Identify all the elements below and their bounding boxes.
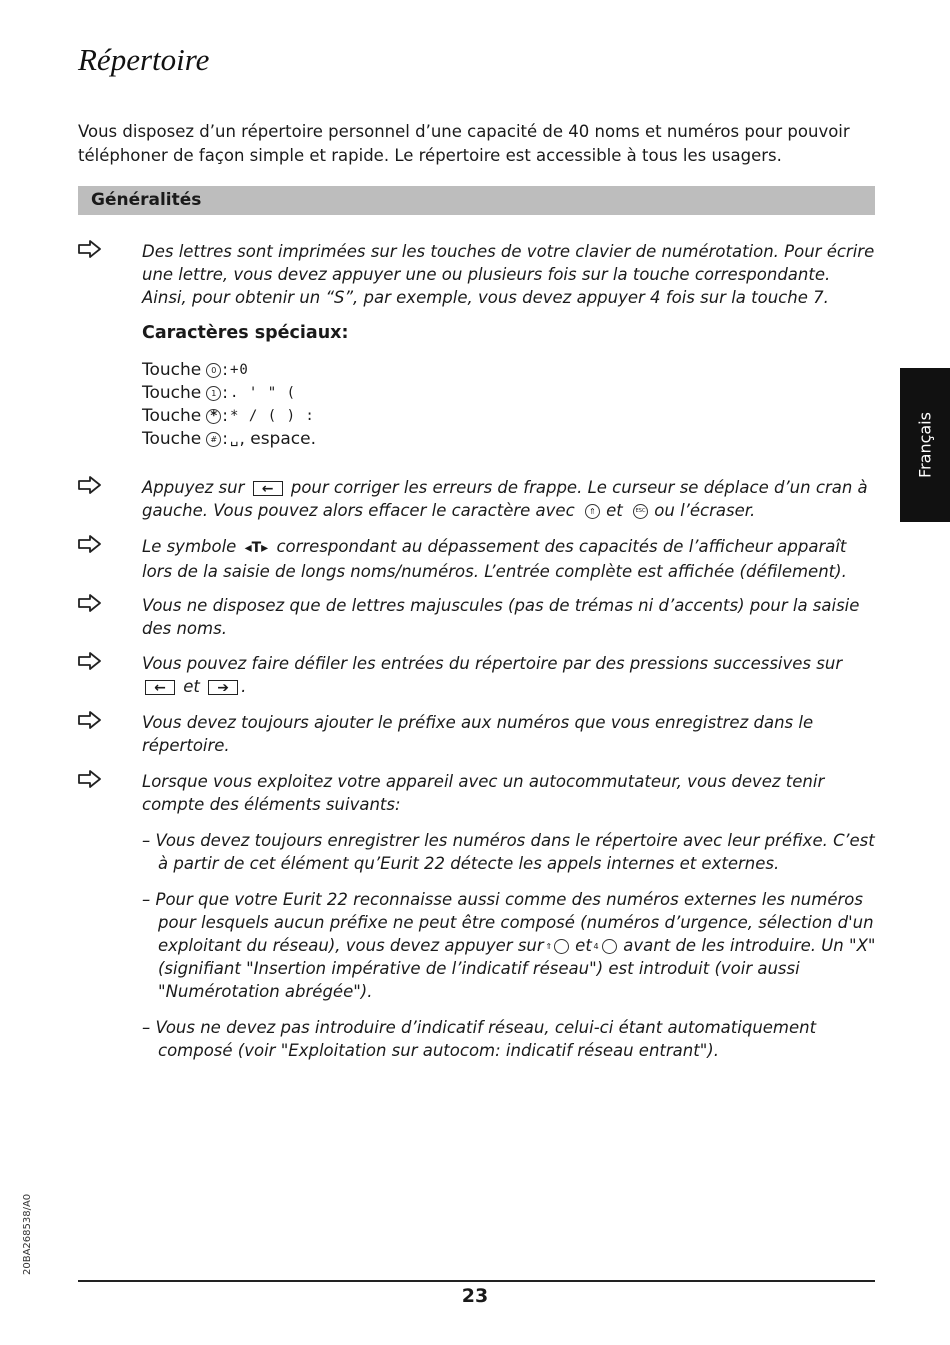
scroll-paragraph: [142, 652, 877, 698]
star-key-icon: *: [206, 409, 221, 424]
arrow-bullet-icon: [78, 652, 102, 670]
separator: :: [222, 360, 228, 380]
dash-item-1: – Vous devez toujours enregistrer les numéros dans le répertoire avec leur préfixe. C’est à partir de cet élément qu’Eurit 22 détecte les appels internes et externes.: [142, 831, 875, 873]
left-arrow-key-icon: ←: [145, 680, 175, 695]
dash-item-2: [142, 888, 879, 1003]
text: et: [183, 677, 200, 696]
intro-paragraph: Vous disposez d’un répertoire personnel d’une capacité de 40 noms et numéros pour pouvoir téléphoner de façon simple et rapide. Le répertoire est accessible à tous les usagers.: [78, 122, 850, 165]
arrow-bullet-icon: [78, 476, 102, 494]
arrow-bullet-icon: [78, 594, 102, 612]
text: pour corriger les erreurs de frappe. Le curseur se déplace d’un cran à gauche. Vous pouvez alors effacer le caractère avec: [142, 478, 868, 520]
language-label: Français: [915, 412, 935, 478]
text: Le symbole: [142, 537, 237, 556]
text: Vous pouvez faire défiler les entrées du répertoire par des pressions successives sur: [142, 654, 843, 673]
language-tab: [900, 368, 950, 522]
key-label: Touche: [142, 429, 202, 449]
key-0-icon: 0: [206, 363, 221, 378]
text: Appuyez sur: [142, 478, 245, 497]
key-chars: +0: [230, 362, 249, 378]
letters-paragraph: Des lettres sont imprimées sur les touches de votre clavier de numérotation. Pour écrire une lettre, vous devez appuyer une ou plusieurs fois sur la touche correspondante. Ainsi, pour obtenir un “S”, par exemple, vous devez appuyer 4 fois sur la touche 7.: [142, 242, 875, 307]
separator: :: [222, 383, 228, 403]
esc-key-icon: ESC: [633, 504, 648, 519]
dash-item-3: – Vous ne devez pas introduire d’indicatif réseau, celui-ci étant automatiquement composé (voir "Exploitation sur autocom: indicatif réseau entrant").: [142, 1018, 817, 1060]
caps-paragraph: Vous ne disposez que de lettres majuscules (pas de trémas ni d’accents) pour la saisie des noms.: [142, 596, 860, 638]
key-1-icon: 1: [206, 386, 221, 401]
page-title: Répertoire: [78, 42, 210, 77]
page-number: 23: [461, 1285, 489, 1307]
section-title: Généralités: [91, 190, 202, 210]
left-arrow-key-icon: ←: [253, 481, 283, 496]
scroll-symbol-icon: ◂T▸: [244, 540, 269, 556]
text: correspondant au dépassement des capacités de l’afficheur apparaît lors de la saisie de longs noms/numéros. L’entrée complète est affichée (défilement).: [142, 537, 847, 581]
text: avant de les introduire. Un "X" (signifiant "Insertion impérative de l’indicatif réseau") est introduit (voir aussi "Numérotation abrégée").: [158, 936, 876, 1001]
key-label: Touche: [142, 406, 202, 426]
separator: :: [222, 429, 228, 449]
special-chars-heading: Caractères spéciaux:: [142, 323, 349, 343]
text: et: [575, 936, 592, 955]
key-label: Touche: [142, 383, 202, 403]
shift-key-icon: ⇑: [554, 939, 569, 954]
shift-key-icon: ⇑: [585, 504, 600, 519]
correct-paragraph: [142, 476, 877, 522]
arrow-bullet-icon: [78, 770, 102, 788]
key-line-hash: [142, 428, 316, 451]
section-header: [78, 186, 875, 215]
arrow-bullet-icon: [78, 535, 102, 553]
right-arrow-key-icon: ➔: [208, 680, 238, 695]
document-code: 20BA268538/A0: [22, 1193, 33, 1275]
text: – Pour que votre Eurit 22 reconnaisse aussi comme des numéros externes les numéros pour lesquels aucun préfixe ne peut être composé (numéros d’urgence, sélection d'un exploitant du réseau), vous devez appuyer sur: [142, 890, 874, 955]
key-label: Touche: [142, 360, 202, 380]
text: .: [241, 677, 247, 696]
separator: :: [222, 406, 228, 426]
symbol-paragraph: [142, 535, 877, 583]
key-chars: . ' " (: [230, 385, 297, 401]
key-line-1: [142, 382, 296, 405]
key-line-0: [142, 359, 249, 382]
key-line-star: [142, 405, 315, 428]
text: et: [606, 501, 623, 520]
key-chars: ␣: [230, 431, 240, 447]
arrow-bullet-icon: [78, 711, 102, 729]
text: ou l’écraser.: [654, 501, 756, 520]
hash-key-icon: #: [206, 432, 221, 447]
key-extra: , espace.: [239, 429, 316, 449]
key-chars: * / ( ) :: [230, 408, 315, 424]
arrow-bullet-icon: [78, 240, 102, 258]
pbx-paragraph: Lorsque vous exploitez votre appareil avec un autocommutateur, vous devez tenir compte des éléments suivants:: [142, 772, 825, 814]
prefix-paragraph: Vous devez toujours ajouter le préfixe aux numéros que vous enregistrez dans le répertoire.: [142, 713, 814, 755]
footer-divider: [78, 1280, 875, 1282]
key-4-icon: 4: [602, 939, 617, 954]
